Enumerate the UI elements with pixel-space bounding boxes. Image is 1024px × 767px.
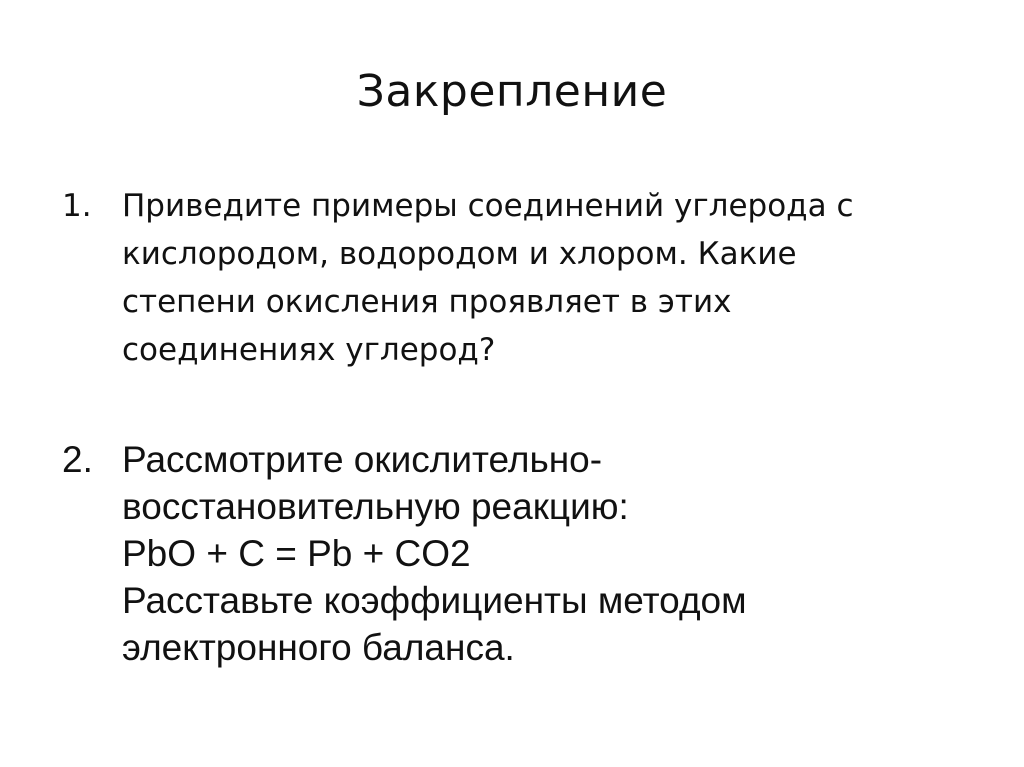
list-item-text <box>122 436 962 671</box>
text-line: степени окисления проявляет в этих <box>122 284 732 320</box>
list-item-number: 1. <box>62 188 92 224</box>
text-line: Расставьте коэффициенты методом <box>122 580 747 621</box>
text-line: кислородом, водородом и хлором. Какие <box>122 236 797 272</box>
text-line: восстановительную реакцию: <box>122 486 629 527</box>
text-line: Приведите примеры соединений углерода с <box>122 188 854 224</box>
slide-title: Закрепление <box>356 66 668 117</box>
list-item-number: 2. <box>62 439 93 480</box>
text-line: соединениях углерод? <box>122 332 496 368</box>
text-line: Рассмотрите окислительно- <box>122 439 603 480</box>
text-line: электронного баланса. <box>122 627 515 668</box>
list-item-text <box>122 182 962 374</box>
reaction-equation: PbO + C = Pb + CO2 <box>122 533 471 574</box>
